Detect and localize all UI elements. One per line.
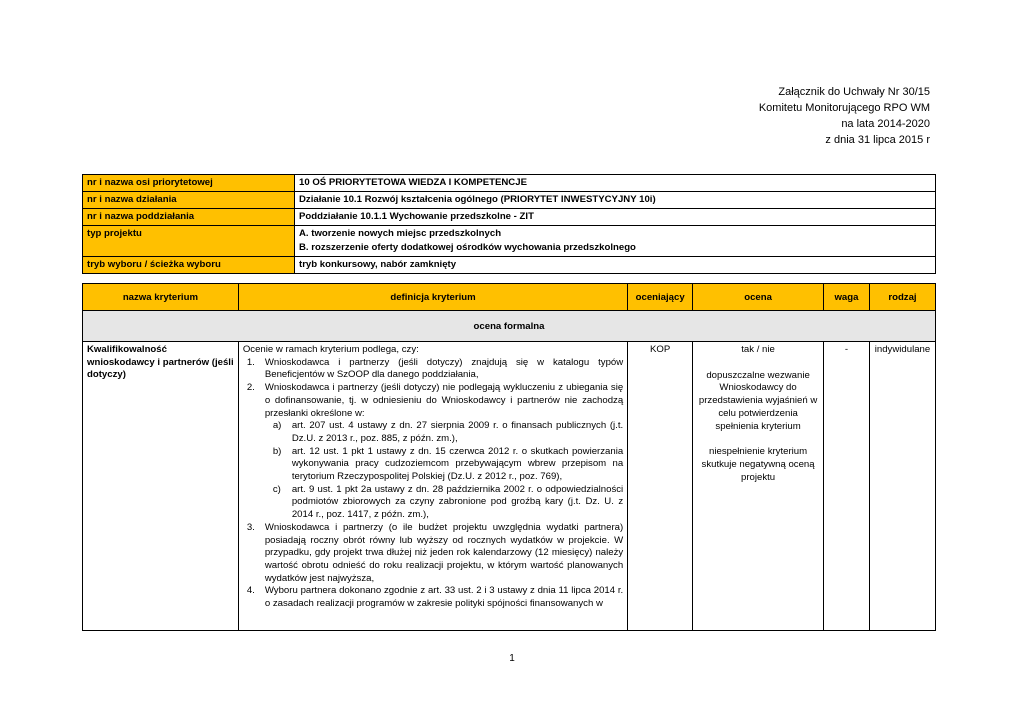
section-title: ocena formalna <box>83 311 936 342</box>
sub-list-letter: b) <box>272 445 282 457</box>
assessment-note-2: niespełnienie kryterium skutkuje negatywną oceną projektu <box>701 446 815 483</box>
criterion-assessment <box>693 342 824 631</box>
sub-list-item <box>261 484 623 522</box>
col-header-weight: waga <box>824 284 870 311</box>
criteria-header-row <box>83 284 936 311</box>
col-header-assessment: ocena <box>693 284 824 311</box>
sub-list-item <box>261 420 623 445</box>
assessment-main: tak / nie <box>741 344 775 355</box>
section-row <box>83 311 936 342</box>
info-label: nr i nazwa działania <box>83 192 295 209</box>
info-label: nr i nazwa poddziałania <box>83 209 295 226</box>
header-line-1: Załącznik do Uchwały Nr 30/15 <box>778 86 930 98</box>
list-text: Wyboru partnera dokonano zgodnie z art. 33 ust. 2 i 3 ustawy z dnia 11 lipca 2014 r. o zasadach realizacji programów w zakresie polityki spójności finansowanych w <box>264 585 624 610</box>
sub-list-text: art. 207 ust. 4 ustawy z dn. 27 sierpnia 2009 r. o finansach publicznych (j.t. Dz.U. z 2013 r., poz. 885, z późn. zm.), <box>291 420 624 444</box>
info-row <box>83 226 936 257</box>
project-type-a: A. tworzenie nowych miejsc przedszkolnych <box>299 228 502 239</box>
info-value: 10 OŚ PRIORYTETOWA WIEDZA I KOMPETENCJE <box>295 175 936 192</box>
sub-list-text: art. 12 ust. 1 pkt 1 ustawy z dn. 15 czerwca 2012 r. o skutkach powierzania wykonywania pracy cudzoziemcom przebywającym wbrew przepisom na terytorium Rzeczypospolitej Polskiej (Dz.U. z 2012 r., poz. 769), <box>291 445 624 483</box>
info-label: typ projektu <box>83 226 295 257</box>
list-item <box>243 585 623 610</box>
info-value: Poddziałanie 10.1.1 Wychowanie przedszkolne - ZIT <box>295 209 936 226</box>
list-item <box>243 382 623 420</box>
sub-list-text: art. 9 ust. 1 pkt 2a ustawy z dn. 28 października 2002 r. o odpowiedzialności podmiotów zbiorowych za czyny zabronione pod groźbą kary (j.t. Dz. U. z 2014 r., poz. 1417, z późn. zm.), <box>291 483 624 521</box>
criterion-type: indywidulane <box>869 342 935 631</box>
info-value: tryb konkursowy, nabór zamknięty <box>295 257 936 274</box>
list-text: Wnioskodawca i partnerzy (jeśli dotyczy) znajdują się w katalogu typów Beneficjentów w SzOOP dla danego poddziałania, <box>264 356 624 381</box>
list-text: Wnioskodawca i partnerzy (jeśli dotyczy) nie podlegają wykluczeniu z ubiegania się o dofinansowanie, tj. w odniesieniu do Wnioskodawcy i partnerów nie zachodzą przesłanki określone w: <box>264 382 624 419</box>
document-header <box>759 84 930 148</box>
col-header-name: nazwa kryterium <box>83 284 239 311</box>
sub-list-item <box>261 446 623 484</box>
page-number: 1 <box>509 653 515 664</box>
criterion-weight: - <box>824 342 870 631</box>
list-number: 3. <box>246 521 255 533</box>
info-row <box>83 175 936 192</box>
info-value: Działanie 10.1 Rozwój kształcenia ogólnego (PRIORYTET INWESTYCYJNY 10i) <box>295 192 936 209</box>
info-row <box>83 257 936 274</box>
info-row <box>83 192 936 209</box>
sub-list-letter: a) <box>272 420 282 432</box>
header-line-2: Komitetu Monitorującego RPO WM <box>758 102 930 114</box>
info-row <box>83 209 936 226</box>
list-number: 2. <box>246 382 255 394</box>
list-item <box>243 522 623 586</box>
criteria-table <box>82 283 936 631</box>
criterion-definition <box>238 342 627 631</box>
assessment-note-1: dopuszczalne wezwanie Wnioskodawcy do przedstawienia wyjaśnień w celu potwierdzenia spełnienia kryterium <box>698 369 818 432</box>
list-text: Wnioskodawca i partnerzy (o ile budżet projektu uwzględnia wydatki partnera) posiadają roczny obrót równy lub wyższy od rocznych wydatków w projekcie. W przypadku, gdy projekt trwa dłużej niż jeden rok kalendarzowy (12 miesięcy) należy wartość obrotu odnieść do roku realizacji projektu, w którym wartość planowanych wydatków jest najwyższa, <box>264 521 624 584</box>
project-type-b: B. rozszerzenie oferty dodatkowej ośrodków wychowania przedszkolnego <box>299 242 636 253</box>
criterion-evaluator: KOP <box>628 342 693 631</box>
col-header-evaluator: oceniający <box>628 284 693 311</box>
list-number: 1. <box>246 356 255 368</box>
list-number: 4. <box>246 585 255 597</box>
info-label: tryb wyboru / ścieżka wyboru <box>83 257 295 274</box>
criterion-name: Kwalifikowalność wnioskodawcy i partnerów (jeśli dotyczy) <box>83 342 239 631</box>
header-line-4: z dnia 31 lipca 2015 r <box>825 134 930 146</box>
criterion-row <box>83 342 936 631</box>
col-header-definition: definicja kryterium <box>238 284 627 311</box>
project-info-table <box>82 174 936 274</box>
list-item <box>243 357 623 382</box>
col-header-type: rodzaj <box>869 284 935 311</box>
definition-intro: Ocenie w ramach kryterium podlega, czy: <box>242 344 419 355</box>
sub-list-letter: c) <box>272 483 281 495</box>
header-line-3: na lata 2014-2020 <box>841 118 930 130</box>
info-label: nr i nazwa osi priorytetowej <box>83 175 295 192</box>
info-value <box>295 226 936 257</box>
